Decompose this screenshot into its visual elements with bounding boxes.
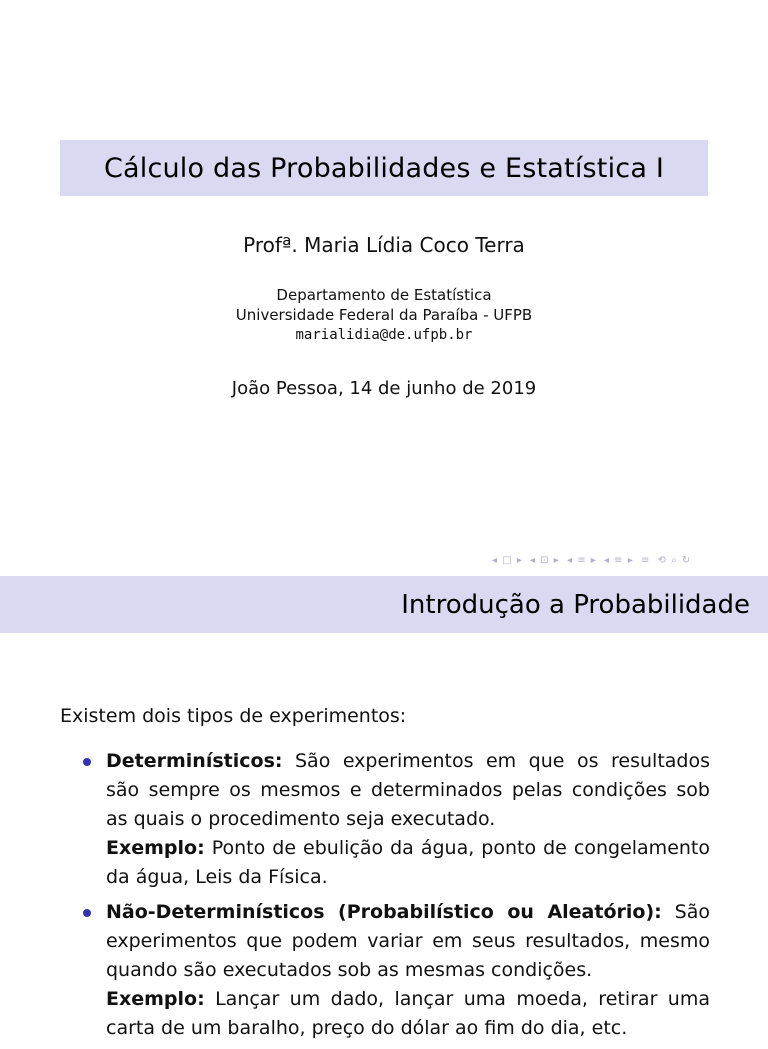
title-banner [60,140,708,196]
item-description: São experimentos em que os resultados são sempre os mesmos e determinados pelas condições sob as quais o procedimento seja executado. [106,750,710,830]
example-text: Ponto de ebulição da água, ponto de congelamento da água, Leis da Física. [106,837,710,888]
frame-title-bar [0,576,768,633]
institution-block [0,285,768,345]
author-name: Profª. Maria Lídia Coco Terra [243,233,525,257]
intro-text: Existem dois tipos de experimentos: [60,705,407,727]
nav-search-back-forward-icon[interactable]: ⟲ ⌕ ↻ [657,555,692,566]
example-label: Exemplo: [106,988,205,1010]
example-text: Lançar um dado, lançar uma moeda, retirar uma carta de um baralho, preço do dólar ao fim do dia, etc. [106,988,710,1039]
presentation-date: João Pessoa, 14 de junho de 2019 [231,378,537,399]
bullet-icon [83,758,91,766]
frame-title: Introdução a Probabilidade [401,590,750,620]
nav-document-icon[interactable]: ◂ ≡ ▸ [603,555,634,566]
item-term: Não-Determinísticos (Probabilístico ou Aleatório): [106,901,662,923]
author-email: marialidia@de.ufpb.br [295,327,473,343]
beamer-navigation-bar[interactable] [492,555,694,566]
item-term: Determinísticos: [106,750,283,772]
list-item [78,747,710,892]
nav-subsection-icon[interactable]: ◂ ⊡ ▸ [530,555,560,566]
experiment-type-list [78,747,710,1049]
example-label: Exemplo: [106,837,205,859]
presentation-title: Cálculo das Probabilidades e Estatística I [103,152,665,184]
bullet-icon [83,909,91,917]
university-name: Universidade Federal da Paraíba - UFPB [235,306,533,324]
nav-appendix-icon[interactable]: ≡ [640,555,651,566]
item-description: São experimentos que podem variar em seus resultados, mesmo quando são executados sob as mesmas condições. [106,901,710,981]
department-name: Departamento de Estatística [276,286,492,304]
nav-frame-icon[interactable]: ◂ □ ▸ [492,555,523,566]
list-item [78,898,710,1043]
content-slide [0,574,768,1039]
nav-section-icon[interactable]: ◂ ≡ ▸ [567,555,597,566]
